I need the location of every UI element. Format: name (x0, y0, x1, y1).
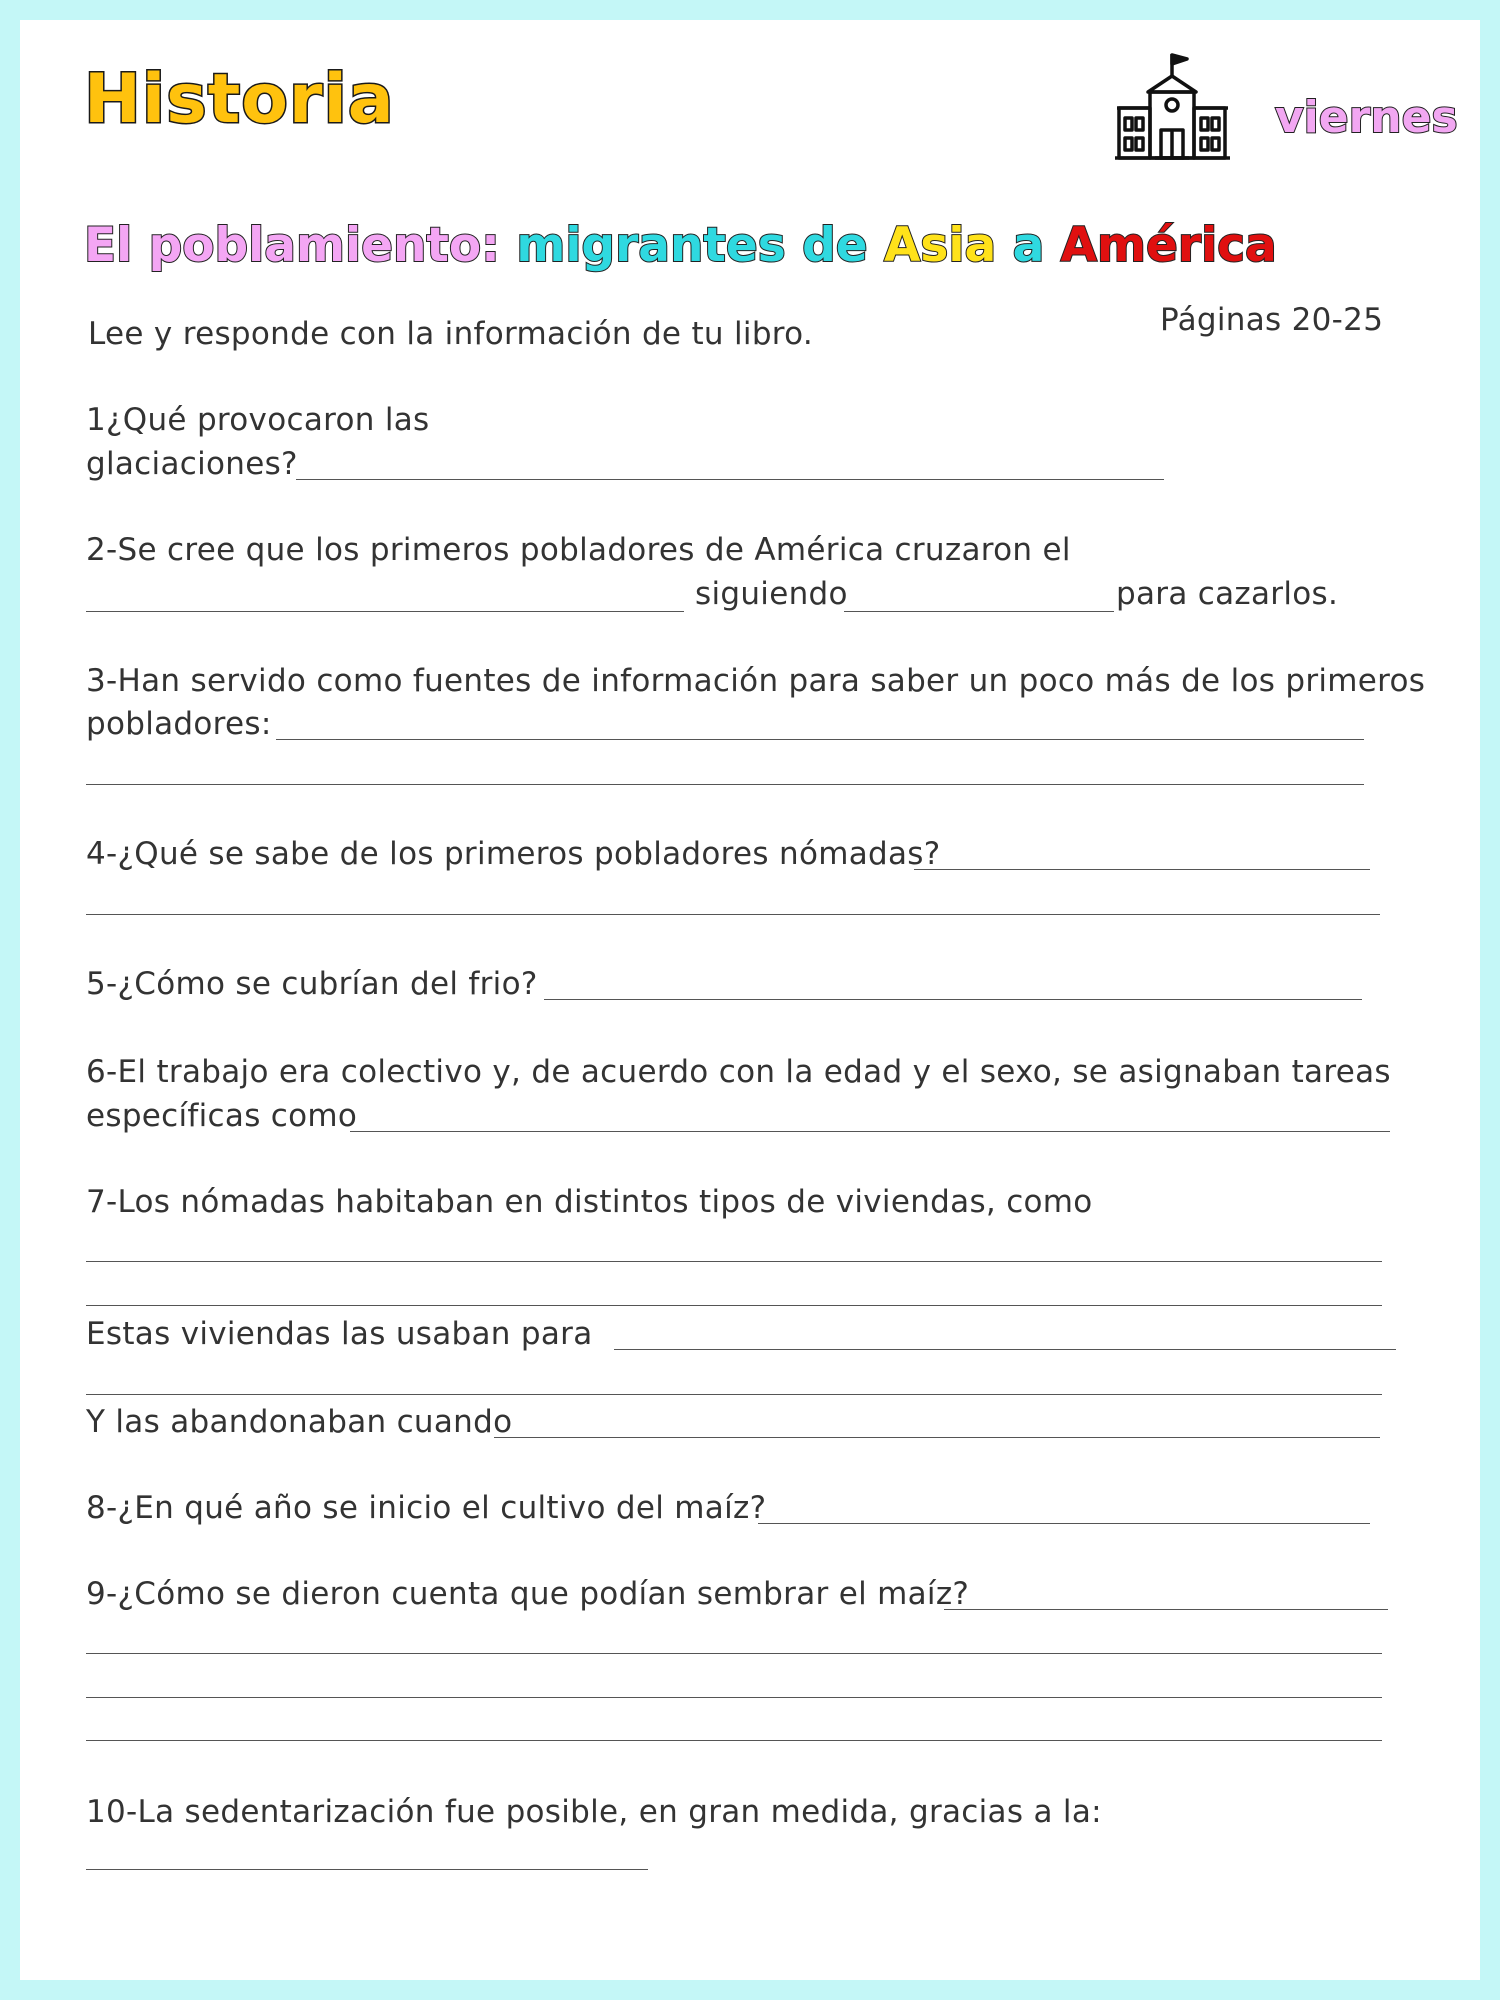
question-5: 5-¿Cómo se cubrían del frio? (86, 966, 538, 1002)
answer-line-9d[interactable] (86, 1740, 1382, 1741)
question-7-uses: Estas viviendas las usaban para (86, 1316, 593, 1352)
title-part-5: América (1060, 218, 1277, 273)
answer-line-7e[interactable] (494, 1437, 1380, 1438)
answer-line-2a[interactable] (86, 611, 684, 612)
answer-line-7c[interactable] (614, 1349, 1396, 1350)
question-1-line-1: 1¿Qué provocaron las (86, 402, 430, 438)
answer-line-8[interactable] (758, 1523, 1370, 1524)
answer-line-3a[interactable] (276, 739, 1364, 740)
title-part-3: Asia (884, 218, 997, 273)
answer-line-1[interactable] (296, 479, 1164, 480)
answer-line-3b[interactable] (86, 784, 1364, 785)
question-6-line-1: 6-El trabajo era colectivo y, de acuerdo con la edad y el sexo, se asignaban tareas (86, 1054, 1391, 1090)
worksheet-title (84, 218, 1277, 273)
answer-line-6[interactable] (350, 1131, 1390, 1132)
question-2-siguiendo: siguiendo (695, 576, 848, 612)
pages-reference: Páginas 20-25 (1160, 302, 1384, 338)
answer-line-4a[interactable] (914, 869, 1370, 870)
question-3-line-2: pobladores: (86, 706, 272, 742)
answer-line-9a[interactable] (944, 1609, 1388, 1610)
answer-line-9b[interactable] (86, 1653, 1382, 1654)
instructions: Lee y responde con la información de tu libro. (88, 316, 814, 352)
subject-title: Historia (84, 60, 395, 139)
answer-line-7d[interactable] (86, 1394, 1382, 1395)
school-building-icon (1115, 50, 1230, 162)
title-part-2: migrantes de (516, 218, 868, 273)
answer-line-5[interactable] (544, 999, 1362, 1000)
answer-line-9c[interactable] (86, 1697, 1382, 1698)
question-8: 8-¿En qué año se inicio el cultivo del maíz? (86, 1490, 767, 1526)
question-2-end: para cazarlos. (1116, 576, 1339, 612)
title-part-4: a (1012, 218, 1045, 273)
question-1-line-2: glaciaciones? (86, 446, 298, 482)
question-9: 9-¿Cómo se dieron cuenta que podían sembrar el maíz? (86, 1576, 970, 1612)
question-7: 7-Los nómadas habitaban en distintos tipos de viviendas, como (86, 1184, 1093, 1220)
question-10: 10-La sedentarización fue posible, en gran medida, gracias a la: (86, 1794, 1102, 1830)
question-7-abandon: Y las abandonaban cuando (86, 1404, 513, 1440)
day-label: viernes (1275, 92, 1458, 143)
answer-line-7a[interactable] (86, 1261, 1382, 1262)
question-6-line-2: específicas como (86, 1098, 358, 1134)
title-part-1: El poblamiento: (84, 218, 500, 273)
question-3-line-1: 3-Han servido como fuentes de información para saber un poco más de los primeros (86, 663, 1426, 699)
question-2-line-1: 2-Se cree que los primeros pobladores de América cruzaron el (86, 532, 1071, 568)
answer-line-4b[interactable] (86, 914, 1380, 915)
answer-line-7b[interactable] (86, 1305, 1382, 1306)
answer-line-10[interactable] (86, 1869, 648, 1870)
question-4: 4-¿Qué se sabe de los primeros pobladores nómadas? (86, 836, 941, 872)
answer-line-2b[interactable] (844, 611, 1114, 612)
